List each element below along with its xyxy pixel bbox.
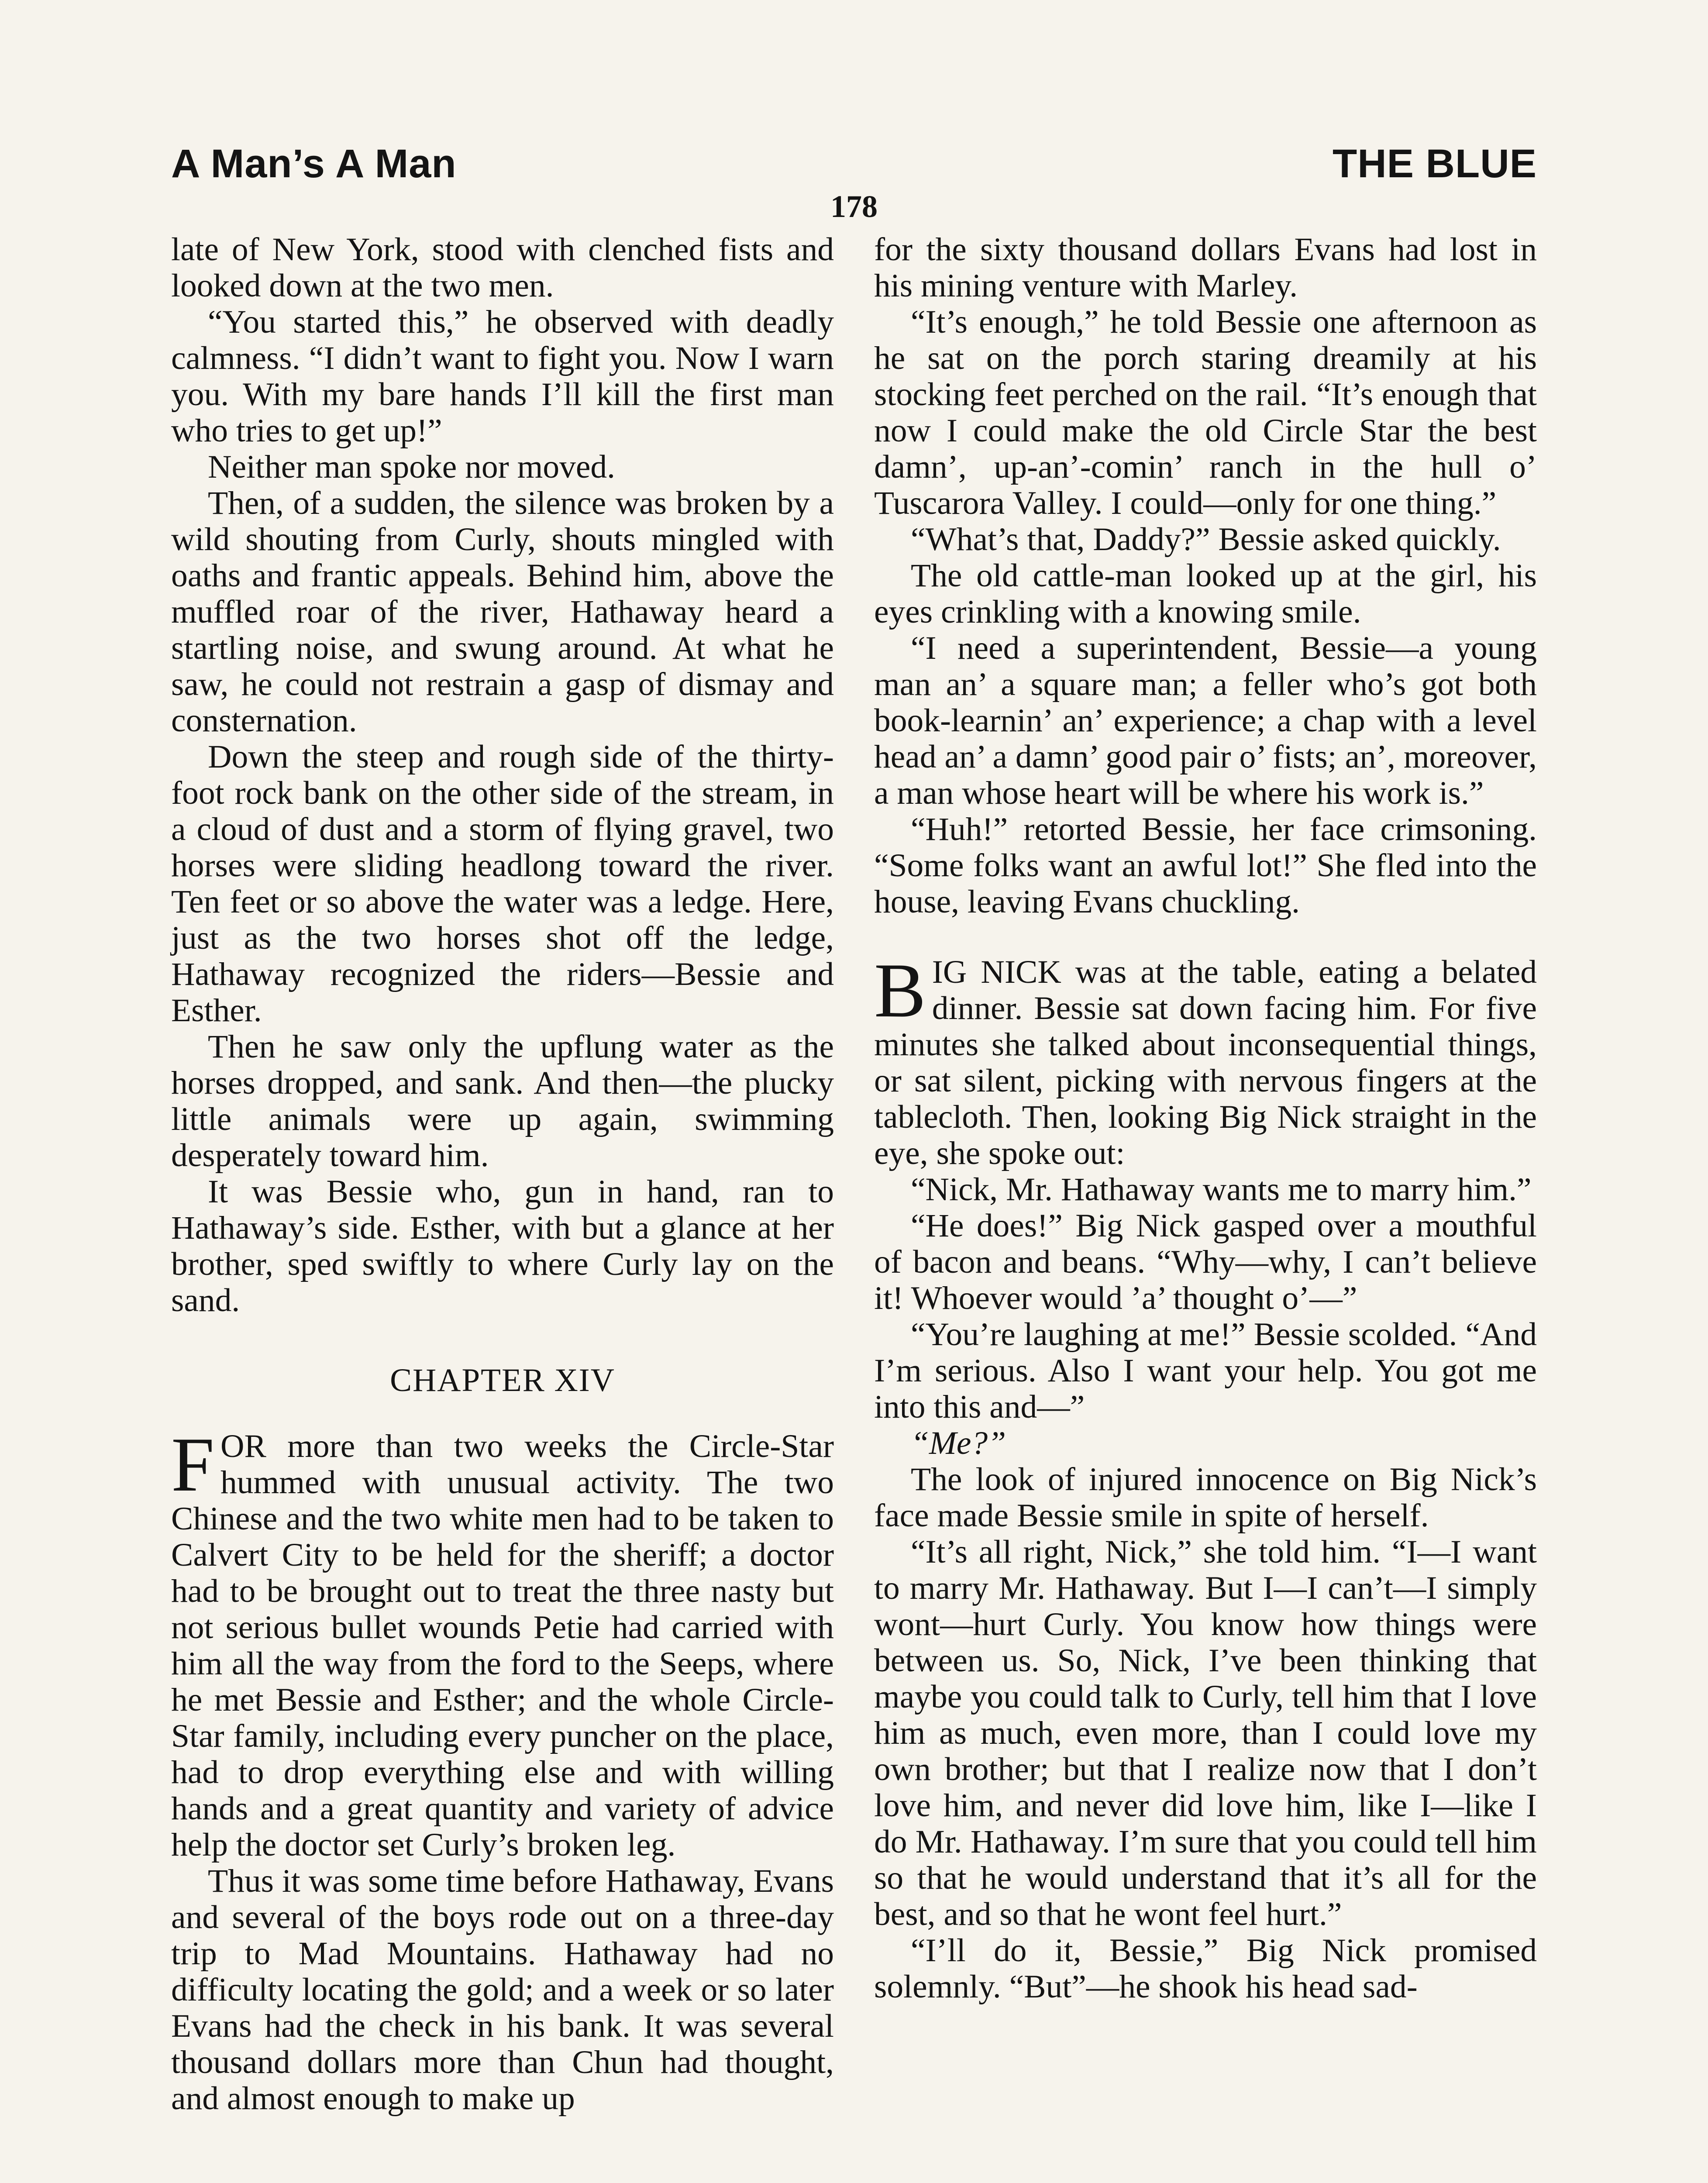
paragraph: Neither man spoke nor moved. [208, 449, 616, 485]
paragraph: “You started this,” he observed with deadly calmness. “I didn’t want to fight you. Now I warn you. With my bare hands I’ll kill the first man who tries to get up!” [171, 304, 834, 449]
section-opening-text: IG NICK was at the table, eating a belated dinner. Bessie sat down facing him. For five minutes she talked about inconsequential things, or sat silent, picking with nervous fingers at the tablecloth. Then, looking Big Nick straight in the eye, she spoke out: [874, 954, 1537, 1171]
paragraph: “It’s enough,” he told Bessie one afternoon as he sat on the porch staring dreamily at his stocking feet perched on the rail. “It’s enough that now I could make the old Circle Star the best damn’, up-an’-comin’ ranch in the hull o’ Tuscarora Valley. I could—only for one thing.” [874, 304, 1537, 521]
drop-cap: B [874, 947, 926, 1033]
paragraph: Then he saw only the upflung water as the horses dropped, and sank. And then—the plucky little animals were up again, swimming desperately toward him. [171, 1029, 834, 1174]
paragraph: “Huh!” retorted Bessie, her face crimsoning. “Some folks want an awful lot!” She fled into the house, leaving Evans chuckling. [874, 811, 1537, 920]
paragraph: Then, of a sudden, the silence was broken by a wild shouting from Curly, shouts mingled with oaths and frantic appeals. Behind him, above the muffled roar of the river, Hathaway heard a startling noise, and swung around. At what he saw, he could not restrain a gasp of dismay and consternation. [171, 485, 834, 739]
paragraph: It was Bessie who, gun in hand, ran to Hathaway’s side. Esther, with but a glance at her brother, sped swiftly to where Curly lay on the sand. [171, 1174, 834, 1319]
paragraph: “Nick, Mr. Hathaway wants me to marry him.” [911, 1171, 1532, 1208]
paragraph: Thus it was some time before Hathaway, Evans and several of the boys rode out on a three-day trip to Mad Mountains. Hathaway had no difficulty locating the gold; and a week or so later Evans had the check in his bank. It was several thousand dollars more than Chun had thought, and almost enough to make up [171, 1863, 834, 2117]
left-column [171, 231, 834, 2117]
section-break [874, 920, 1537, 954]
section-opening-paragraph [874, 947, 1537, 1171]
drop-cap: F [171, 1421, 214, 1508]
chapter-opening-paragraph [171, 1421, 834, 1863]
chapter-opening-text: OR more than two weeks the Circle-Star hummed with unusual activity. The two Chinese and the two white men had to be taken to Calvert City to be held for the sheriff; a doctor had to be brought out to treat the three nasty but not serious bullet wounds Petie had carried with him all the way from the ford to the Seeps, where he met Bessie and Esther; and the whole Circle-Star family, including every puncher on the place, had to drop everything else and with willing hands and a great quantity and variety of advice help the doctor set Curly’s broken leg. [171, 1428, 834, 1863]
paragraph: The look of injured innocence on Big Nick’s face made Bessie smile in spite of herself. [874, 1461, 1537, 1534]
paragraph: for the sixty thousand dollars Evans had lost in his mining venture with Marley. [874, 231, 1537, 304]
paragraph: “It’s all right, Nick,” she told him. “I—I want to marry Mr. Hathaway. But I—I can’t—I simply wont—hurt Curly. You know how things were between us. So, Nick, I’ve been thinking that maybe you could talk to Curly, tell him that I love him as much, even more, than I could love my own brother; but that I realize now that I don’t love him, and never did love him, like I—like I do Mr. Hathaway. I’m sure that you could tell him so that he would understand that it’s all for the best, and so that he wont feel hurt.” [874, 1534, 1537, 1932]
paragraph: “I’ll do it, Bessie,” Big Nick promised solemnly. “But”—he shook his head sad- [874, 1932, 1537, 2005]
page-number: 178 [830, 189, 878, 224]
paragraph: The old cattle-man looked up at the girl, his eyes crinkling with a knowing smile. [874, 558, 1537, 630]
paragraph: late of New York, stood with clenched fists and looked down at the two men. [171, 231, 834, 304]
paragraph: Down the steep and rough side of the thirty-foot rock bank on the other side of the stream, in a cloud of dust and a storm of flying gravel, two horses were sliding headlong toward the river. Ten feet or so above the water was a ledge. Here, just as the two horses shot off the ledge, Hathaway recognized the riders—Bessie and Esther. [171, 739, 834, 1029]
italic-line: “Me?” [911, 1425, 1006, 1461]
paragraph: “He does!” Big Nick gasped over a mouthful of bacon and beans. “Why—why, I can’t believe it! Whoever would ’a’ thought o’—” [874, 1208, 1537, 1316]
chapter-heading: CHAPTER XIV [390, 1362, 615, 1398]
paragraph: “What’s that, Daddy?” Bessie asked quickly. [911, 521, 1501, 558]
running-title-left: A Man’s A Man [171, 141, 457, 186]
paragraph: “You’re laughing at me!” Bessie scolded. “And I’m serious. Also I want your help. You got me into this and—” [874, 1316, 1537, 1425]
right-column [874, 231, 1537, 2005]
paragraph: “I need a superintendent, Bessie—a young man an’ a square man; a feller who’s got both book-learnin’ an’ experience; a chap with a level head an’ a damn’ good pair o’ fists; an’, moreover, a man whose heart will be where his work is.” [874, 630, 1537, 811]
running-title-right: THE BLUE [1333, 141, 1537, 186]
